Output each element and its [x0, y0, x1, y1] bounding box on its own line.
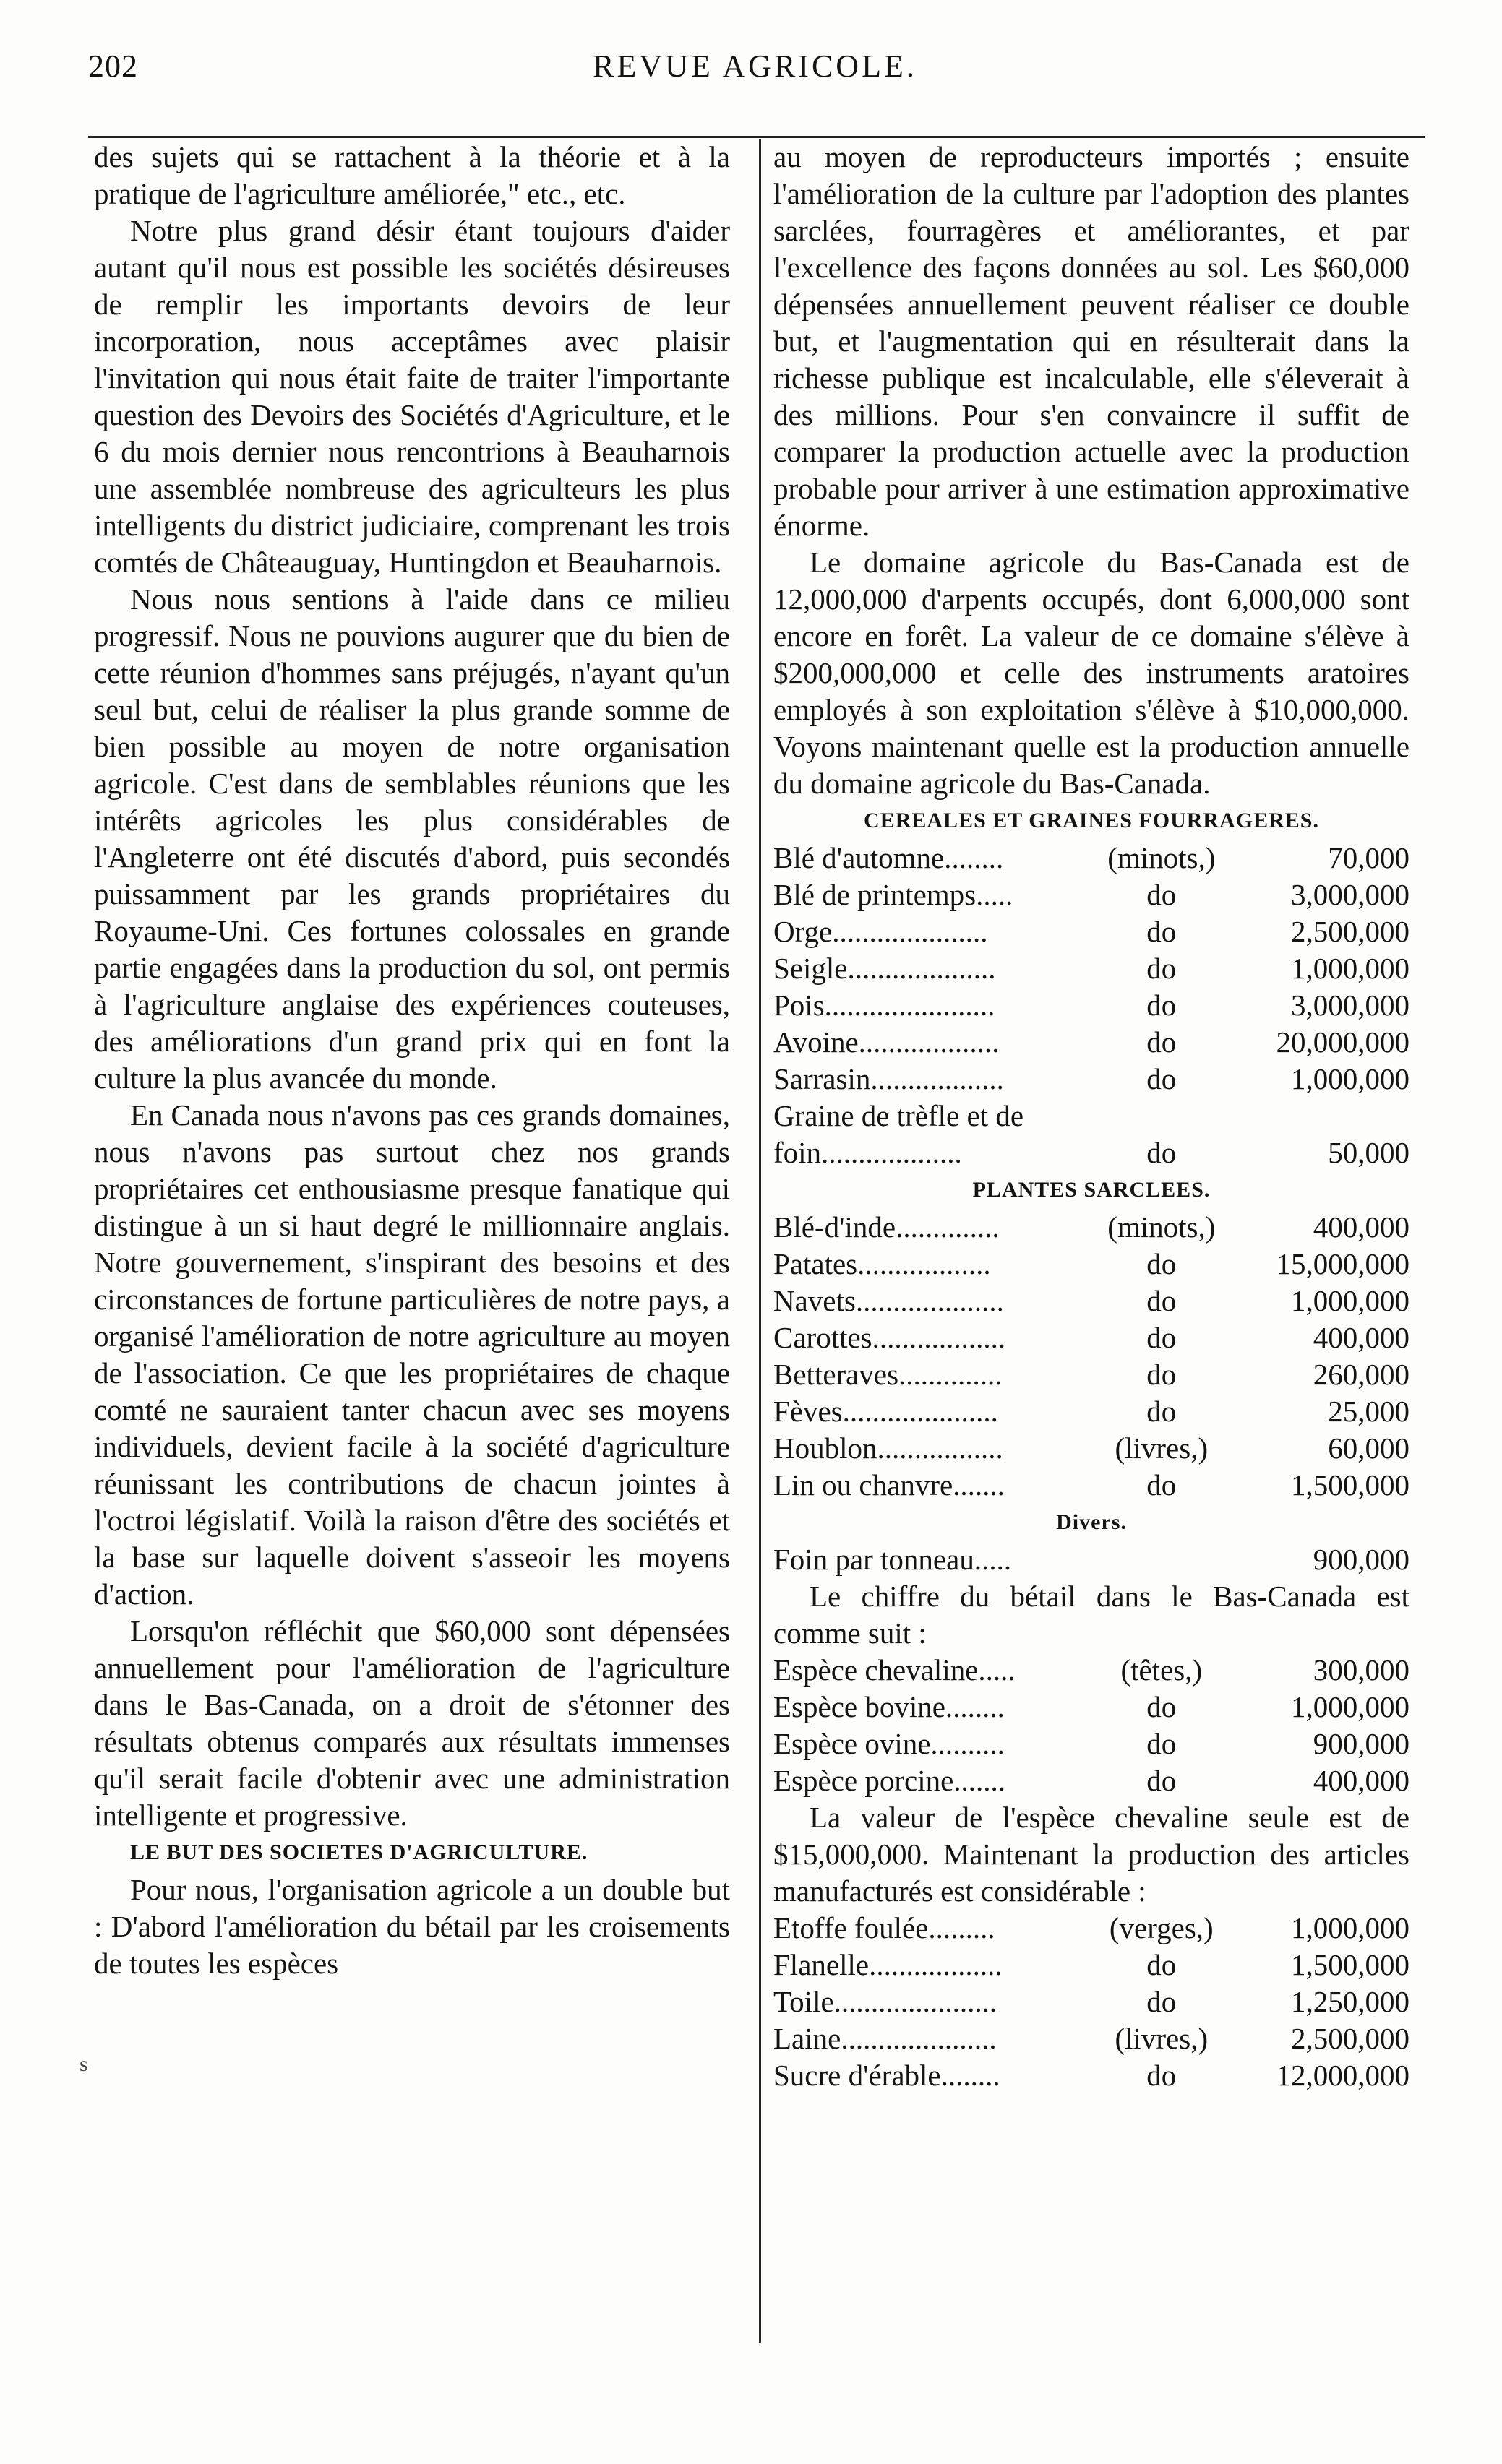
cereals-table [773, 840, 1409, 1171]
row-label: Fèves..................... [773, 1395, 998, 1428]
row-value: 2,500,000 [1291, 2022, 1409, 2055]
table-row [773, 1319, 1409, 1356]
row-value: 25,000 [1328, 1395, 1409, 1428]
row-unit [1104, 1541, 1219, 1578]
table-row [773, 1689, 1409, 1726]
paragraph: au moyen de reproducteurs importés ; ensuite l'amélioration de la culture par l'adoption des plantes sarclées, fourragères et améliorantes, et par l'excellence des façons données au sol. Les $60,000 dépensées annuellement peuvent réaliser ce double but, et l'augmentation qui en résulterait dans la richesse publique est incalculable, elle s'éleverait à des millions. Pour s'en convaincre il suffit de comparer la production actuelle avec la production probable pour arriver à une estimation approximative énorme. [773, 140, 1409, 542]
row-label: Graine de trèfle et de foin................... [773, 1099, 1024, 1169]
table-row [773, 1983, 1409, 2020]
row-value: 15,000,000 [1276, 1247, 1409, 1280]
running-title: REVUE AGRICOLE. [593, 48, 917, 84]
paragraph: En Canada nous n'avons pas ces grands domaines, nous n'avons pas surtout chez nos grands propriétaires cet enthousiasme presque fanatique qui distingue à un si haut degré le millionnaire anglais. Notre gouvernement, s'inspirant des besoins et des circonstances de fortune particulières de notre pays, a organisé l'amélioration de notre agriculture au moyen de l'association. Ce que les propriétaires de chaque comté ne sauraient tanter chacun avec ses moyens individuels, devient facile à la société d'agriculture réunissant les contributions de chacun jointes à l'octroi législatif. Voilà la raison d'être des sociétés et la base sur laquelle doivent s'asseoir les moyens d'action. [94, 1098, 730, 1611]
row-value: 1,000,000 [1291, 1284, 1409, 1317]
row-unit: do [1146, 1025, 1177, 1059]
table-heading-misc: Divers. [1056, 1510, 1127, 1534]
margin-mark: s [80, 2052, 88, 2076]
row-label: Lin ou chanvre....... [773, 1468, 1005, 1502]
row-value: 60,000 [1328, 1431, 1409, 1465]
row-label: Pois....................... [773, 988, 995, 1022]
row-value: 50,000 [1328, 1136, 1409, 1169]
row-value: 1,500,000 [1291, 1948, 1409, 1981]
table-row [773, 2020, 1409, 2057]
row-label: Carottes.................. [773, 1321, 1006, 1354]
table-row [773, 1430, 1409, 1467]
right-column [773, 139, 1409, 2094]
livestock-table [773, 1652, 1409, 1799]
row-value: 20,000,000 [1276, 1025, 1409, 1059]
row-unit: (verges,) [1109, 1911, 1214, 1944]
table-row [773, 2057, 1409, 2094]
row-label: Orge..................... [773, 915, 988, 948]
row-unit: do [1146, 2059, 1177, 2092]
row-label: Espèce chevaline..... [773, 1653, 1016, 1687]
row-unit: (livres,) [1115, 1431, 1209, 1465]
row-label: Betteraves.............. [773, 1358, 1003, 1391]
row-label: Espèce porcine....... [773, 1764, 1006, 1797]
row-value: 1,500,000 [1291, 1468, 1409, 1502]
paragraph: Nous nous sentions à l'aide dans ce milieu progressif. Nous ne pouvions augurer que du bien de cette réunion d'hommes sans préjugés, n'ayant qu'un seul but, celui de réaliser la plus grande somme de bien possible au moyen de notre organisation agricole. C'est dans de semblables réunions que les intérêts agricoles les plus considérables de l'Angleterre ont été discutés d'abord, puis secondés puissamment par les grands propriétaires du Royaume-Uni. Ces fortunes colossales en grande partie engagées dans la production du sol, ont permis à l'agriculture anglaise des expériences couteuses, des améliorations d'un grand prix qui en font la culture la plus avancée du monde. [94, 582, 730, 1095]
section-heading: LE BUT DES SOCIETES D'AGRICULTURE. [130, 1840, 588, 1864]
row-value: 3,000,000 [1291, 878, 1409, 911]
row-label: Patates.................. [773, 1247, 991, 1280]
row-unit: do [1146, 1062, 1177, 1095]
row-label: Espèce bovine........ [773, 1690, 1005, 1723]
row-value: 12,000,000 [1276, 2059, 1409, 2092]
row-unit: do [1146, 1136, 1177, 1169]
paragraph: Notre plus grand désir étant toujours d'aider autant qu'il nous est possible les sociétés désireuses de remplir les importants devoirs de leur incorporation, nous acceptâmes avec plaisir l'invitation qui nous était faite de traiter l'importante question des Devoirs des Sociétés d'Agriculture, et le 6 du mois dernier nous rencontrions à Beauharnois une assemblée nombreuse des agriculteurs les plus intelligents du district judiciaire, comprenant les trois comtés de Châteauguay, Huntingdon et Beauharnois. [94, 214, 730, 579]
row-unit: (têtes,) [1120, 1653, 1203, 1687]
row-value: 900,000 [1313, 1727, 1409, 1760]
paragraph: des sujets qui se rattachent à la théorie et à la pratique de l'agriculture améliorée," etc., etc. [94, 140, 730, 210]
table-row [773, 1467, 1409, 1504]
row-label: Avoine................... [773, 1025, 1000, 1059]
row-unit: do [1146, 1690, 1177, 1723]
row-unit: do [1146, 1468, 1177, 1502]
table-row [773, 1947, 1409, 1983]
row-value: 2,500,000 [1291, 915, 1409, 948]
row-value: 1,250,000 [1291, 1985, 1409, 2018]
page-number: 202 [88, 48, 138, 84]
row-unit: do [1146, 1284, 1177, 1317]
paragraph: La valeur de l'espèce chevaline seule est de $15,000,000. Maintenant la production des articles manufacturés est considérable : [773, 1801, 1409, 1908]
table-row [773, 1541, 1409, 1578]
row-unit: (livres,) [1115, 2022, 1209, 2055]
row-unit: do [1146, 1727, 1177, 1760]
table-row [773, 913, 1409, 950]
row-unit: do [1146, 1395, 1177, 1428]
row-label: Houblon................. [773, 1431, 1003, 1465]
page-header [88, 48, 1422, 100]
row-value: 1,000,000 [1291, 1911, 1409, 1944]
paragraph: Lorsqu'on réfléchit que $60,000 sont dépensées annuellement pour l'amélioration de l'agriculture dans le Bas-Canada, on a droit de s'étonner des résultats obtenus comparés aux résultats immenses qu'il serait facile d'obtenir avec une administration intelligente et progressive. [94, 1614, 730, 1832]
row-label: Foin par tonneau..... [773, 1543, 1012, 1576]
row-label: Seigle.................... [773, 952, 996, 985]
table-row [773, 1246, 1409, 1283]
table-row [773, 1024, 1409, 1061]
row-unit: (minots,) [1107, 1210, 1216, 1244]
left-column [94, 139, 730, 1982]
table-row [773, 950, 1409, 987]
row-unit: do [1146, 1247, 1177, 1280]
row-value: 300,000 [1313, 1653, 1409, 1687]
row-unit: do [1146, 1948, 1177, 1981]
table-row [773, 987, 1409, 1024]
table-row [773, 1762, 1409, 1799]
table-row [773, 1061, 1409, 1098]
manufactured-table [773, 1910, 1409, 2094]
row-label: Flanelle.................. [773, 1948, 1003, 1981]
row-value: 1,000,000 [1291, 1062, 1409, 1095]
row-unit: do [1146, 1358, 1177, 1391]
row-unit: do [1146, 1321, 1177, 1354]
table-row [773, 1726, 1409, 1762]
row-value: 1,000,000 [1291, 952, 1409, 985]
row-value: 400,000 [1313, 1764, 1409, 1797]
row-label: Espèce ovine.......... [773, 1727, 1005, 1760]
table-row [773, 840, 1409, 876]
row-unit: (minots,) [1107, 841, 1216, 874]
table-row [773, 1652, 1409, 1689]
root-crops-table [773, 1209, 1409, 1504]
row-value: 1,000,000 [1291, 1690, 1409, 1723]
table-row [773, 1098, 1409, 1171]
table-row [773, 1356, 1409, 1393]
table-row [773, 1910, 1409, 1947]
row-label: Laine..................... [773, 2022, 997, 2055]
row-label: Etoffe foulée......... [773, 1911, 995, 1944]
row-label: Blé d'automne........ [773, 841, 1004, 874]
column-divider [759, 139, 761, 2343]
row-value: 400,000 [1313, 1210, 1409, 1244]
row-unit: do [1146, 1985, 1177, 2018]
row-label: Sarrasin.................. [773, 1062, 1004, 1095]
header-rule [88, 136, 1425, 138]
row-value: 900,000 [1313, 1543, 1409, 1576]
row-value: 3,000,000 [1291, 988, 1409, 1022]
paragraph: Le chiffre du bétail dans le Bas-Canada est comme suit : [773, 1580, 1409, 1650]
row-label: Toile...................... [773, 1985, 997, 2018]
row-value: 400,000 [1313, 1321, 1409, 1354]
row-value: 260,000 [1313, 1358, 1409, 1391]
table-row [773, 1283, 1409, 1319]
row-unit: do [1146, 952, 1177, 985]
row-label: Blé-d'inde.............. [773, 1210, 1000, 1244]
row-label: Blé de printemps..... [773, 878, 1013, 911]
table-row [773, 876, 1409, 913]
row-value: 70,000 [1328, 841, 1409, 874]
row-unit: do [1146, 915, 1177, 948]
table-heading-root-crops: PLANTES SARCLEES. [972, 1178, 1211, 1202]
row-label: Navets.................... [773, 1284, 1004, 1317]
row-unit: do [1146, 988, 1177, 1022]
table-row [773, 1209, 1409, 1246]
row-unit: do [1146, 1764, 1177, 1797]
table-heading-cereals: CEREALES ET GRAINES FOURRAGERES. [864, 809, 1319, 832]
paragraph: Le domaine agricole du Bas-Canada est de 12,000,000 d'arpents occupés, dont 6,000,000 sont encore en forêt. La valeur de ce domaine s'élève à $200,000,000 et celle des instruments aratoires employés à son exploitation s'élève à $10,000,000. Voyons maintenant quelle est la production annuelle du domaine agricole du Bas-Canada. [773, 546, 1409, 800]
row-label: Sucre d'érable........ [773, 2059, 1000, 2092]
paragraph: Pour nous, l'organisation agricole a un double but : D'abord l'amélioration du bétail par les croisements de toutes les espèces [94, 1873, 730, 1980]
misc-table [773, 1541, 1409, 1578]
table-row [773, 1393, 1409, 1430]
row-unit: do [1146, 878, 1177, 911]
